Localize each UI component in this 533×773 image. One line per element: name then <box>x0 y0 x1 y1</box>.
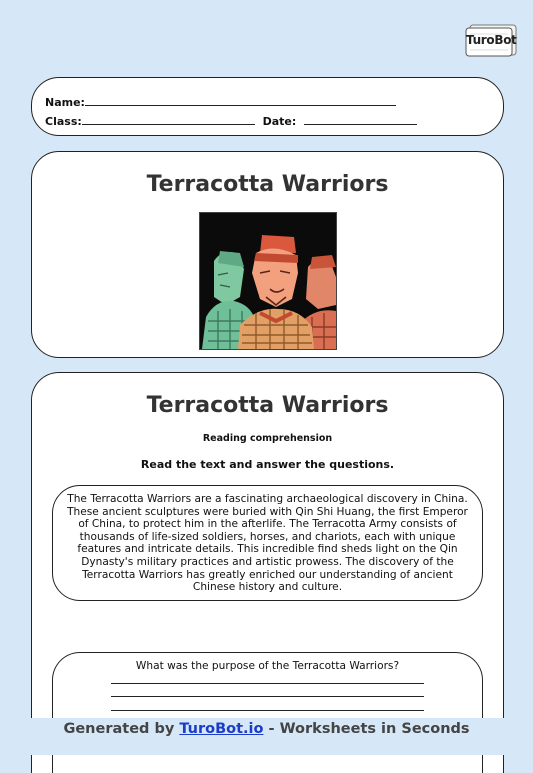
worksheet-instruction: Read the text and answer the questions. <box>140 458 395 471</box>
worksheet-title: Terracotta Warriors <box>146 393 389 418</box>
student-info-card <box>31 77 504 136</box>
reading-passage: The Terracotta Warriors are a fascinating archaeological discovery in China. These ancient sculptures were buried with Qin Shi Huang, the first Emperor of China, to protect him in the afterlife. The Terracotta Army consists of thousands of life-sized soldiers, horses, and chariots, each with unique features and intricate details. This incredible find sheds light on the Qin Dynasty's military practices and artistic prowess. The discovery of the Terracotta Warriors has greatly enriched our understanding of ancient Chinese history and culture. <box>67 493 468 594</box>
date-label: Date: <box>262 115 297 128</box>
name-blank[interactable] <box>85 95 396 106</box>
date-blank[interactable] <box>304 114 417 125</box>
answer-line[interactable] <box>111 683 424 684</box>
class-blank[interactable] <box>82 114 255 125</box>
page-title: Terracotta Warriors <box>146 172 389 197</box>
footer-suffix: - Worksheets in Seconds <box>263 721 470 737</box>
name-label: Name: <box>45 96 85 109</box>
name-field[interactable] <box>45 95 396 109</box>
footer-prefix: Generated by <box>63 721 180 737</box>
passage-box <box>52 485 483 601</box>
answer-line[interactable] <box>111 696 424 697</box>
question-text: What was the purpose of the Terracotta Warriors? <box>135 660 400 672</box>
terracotta-warriors-illustration <box>199 212 337 350</box>
warriors-image-icon <box>200 213 336 349</box>
class-label: Class: <box>45 115 82 128</box>
logo-text: TuroBot <box>466 33 517 47</box>
turobot-logo <box>462 24 518 58</box>
title-card <box>31 151 504 358</box>
turobot-link[interactable]: TuroBot.io <box>179 721 264 737</box>
footer <box>0 718 533 755</box>
worksheet-card <box>31 372 504 773</box>
worksheet-subtitle: Reading comprehension <box>202 433 333 444</box>
class-date-row <box>45 114 417 128</box>
answer-line[interactable] <box>111 710 424 711</box>
